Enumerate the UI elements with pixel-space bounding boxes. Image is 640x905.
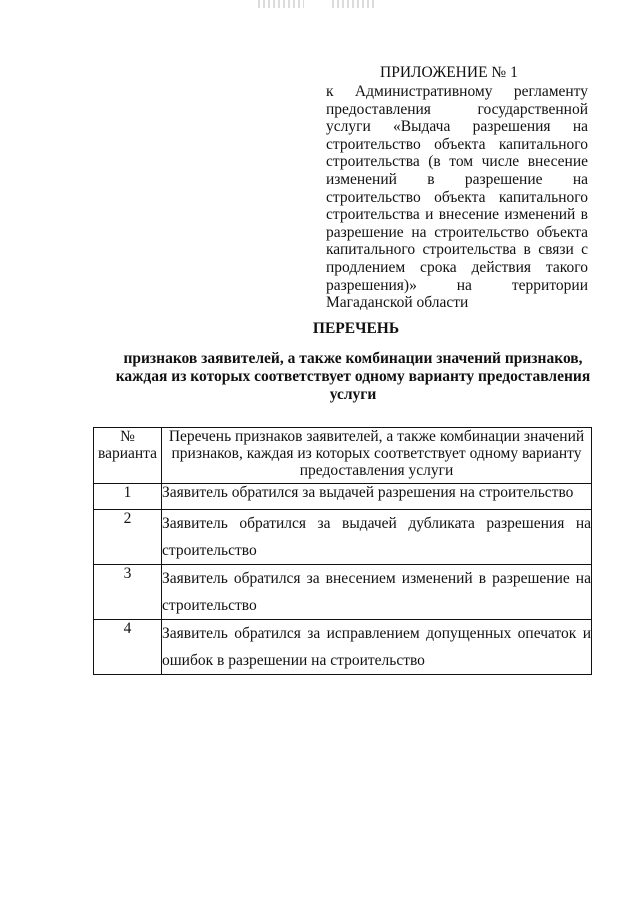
document-subtitle: признаков заявителей, а также комбинации значений признаков, каждая из которых соответствует одному варианту предоставления услуги xyxy=(115,350,591,404)
scan-artifact xyxy=(332,0,374,8)
table-header-row xyxy=(94,428,592,484)
variant-description: Заявитель обратился за выдачей разрешения на строительство xyxy=(162,484,592,510)
variant-number: 1 xyxy=(94,484,162,510)
document-title: ПЕРЕЧЕНЬ xyxy=(312,320,400,337)
table-row xyxy=(94,510,592,565)
appendix-reference xyxy=(326,83,588,312)
table-row xyxy=(94,565,592,620)
variant-number: 4 xyxy=(94,620,162,675)
appendix-title: ПРИЛОЖЕНИЕ № 1 xyxy=(380,64,518,81)
scan-artifact xyxy=(258,0,304,8)
variants-table xyxy=(93,427,592,675)
variant-description: Заявитель обратился за внесением изменений в разрешение на строительство xyxy=(162,565,592,620)
variant-description: Заявитель обратился за исправлением допущенных опечаток и ошибок в разрешении на строительство xyxy=(162,620,592,675)
appendix-reference-text: к Административному регламенту предоставления государственной услуги «Выдача разрешения на строительство объекта капитального строительства (в том числе внесение изменений в разрешение на строительство объекта капитального строительства и внесение изменений в разрешение на строительство объекта капитального строительства в связи с продлением срока действия такого разрешения)» на территории Магаданской области xyxy=(326,83,588,312)
variant-number: 3 xyxy=(94,565,162,620)
variant-number: 2 xyxy=(94,510,162,565)
table-row xyxy=(94,620,592,675)
variant-description: Заявитель обратился за выдачей дубликата разрешения на строительство xyxy=(162,510,592,565)
header-variant-description: Перечень признаков заявителей, а также комбинации значений признаков, каждая из которых соответствует одному варианту предоставления услуги xyxy=(162,428,592,484)
header-variant-number: № варианта xyxy=(94,428,162,484)
table-row xyxy=(94,484,592,510)
